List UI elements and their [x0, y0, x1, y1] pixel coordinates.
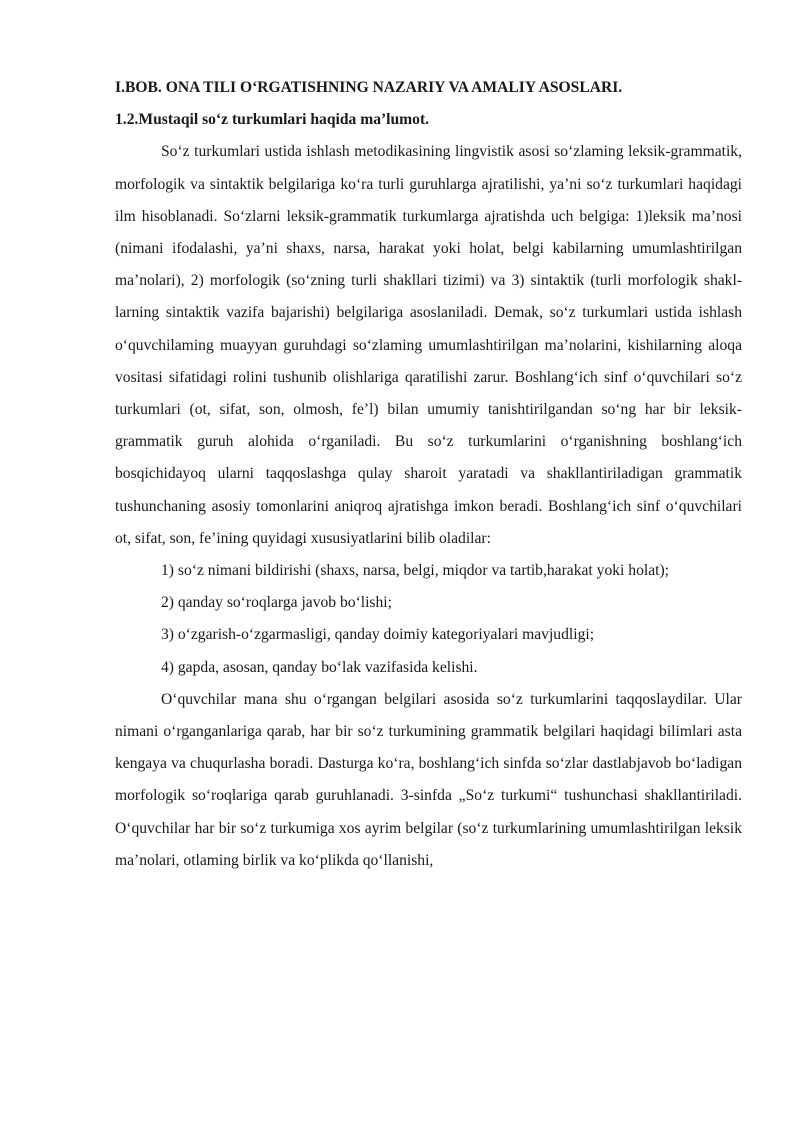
list-item-4: 4) gapda, asosan, qanday bo‘lak vazifasida kelishi. — [161, 658, 478, 676]
list-item-1: 1) so‘z nimani bildirishi (shaxs, narsa, belgi, miqdor va tartib,harakat yoki holat); — [161, 562, 669, 580]
document-page — [115, 72, 742, 877]
paragraph-2: O‘quvchilar mana shu o‘rgangan belgilari asosida so‘z turkumlarini taqqoslaydilar. Ular nimani o‘rganganlariga qarab, har bir so‘z turkumining grammatik belgilari haqidagi bilimlari asta kengaya va chuqurlasha boradi. Dasturga ko‘ra, boshlang‘ich sinfda so‘zlar dastlabjavob bo‘ladigan morfologik so‘roqlariga qarab guruhlanadi. 3-sinfda „So‘z turkumi“ tushunchasi shakllantiriladi. O‘quvchilar har bir so‘z turkumiga xos ayrim belgilar (so‘z turkumlarining umumlashtirilgan leksik ma’nolari, otlaming birlik va ko‘plikda qo‘llanishi, — [115, 690, 742, 869]
list-item-2: 2) qanday so‘roqlarga javob bo‘lishi; — [161, 594, 392, 612]
list-item-3: 3) o‘zgarish-o‘zgarmasligi, qanday doimiy kategoriyalari mavjudligi; — [161, 626, 595, 644]
chapter-title: I.BOB. ONA TILI O‘RGATISHNING NAZARIY VA AMALIY ASOSLARI. — [115, 79, 623, 96]
section-title: 1.2.Mustaqil so‘z turkumlari haqida ma’lumot. — [115, 111, 430, 129]
paragraph-1: So‘z turkumlari ustida ishlash metodikasining lingvistik asosi so‘zlaming leksik-grammatik, morfologik va sintaktik belgilariga ko‘ra turli guruhlarga ajratilishi, ya’ni so‘z turkumlari haqidagi ilm hisoblanadi. So‘zlarni leksik-grammatik turkumlarga ajratishda uch belgiga: 1)leksik ma’nosi (nimani ifodalashi, ya’ni shaxs, narsa, harakat yoki holat, belgi kabilarning umumlashtirilgan ma’nolari), 2) morfologik (so‘zning turli shakllari tizimi) va 3) sintaktik (turli morfologik shakl- larning sintaktik vazifa bajarishi) belgilariga asoslaniladi. Demak, so‘z turkumlari ustida ishlash o‘quvchilaming muayyan guruhdagi so‘zlaming umumlashtirilgan ma’nolarini, kishilarning aloqa vositasi sifatidagi rolini tushunib olishlariga qaratilishi zarur. Boshlang‘ich sinf o‘quvchilari so‘z turkumlari (ot, sifat, son, olmosh, fe’l) bilan umumiy tanishtirilgandan so‘ng har bir leksik-grammatik guruh alohida o‘rganiladi. Bu so‘z turkumlarini o‘rganishning boshlang‘ich bosqichidayoq ularni taqqoslashga qulay sharoit yaratadi va shakllantiriladigan grammatik tushunchaning asosiy tomonlarini aniqroq ajratishga imkon beradi. Boshlang‘ich sinf o‘quvchilari ot, sifat, son, fe’ining quyidagi xususiyatlarini bilib oladilar: — [115, 143, 742, 547]
